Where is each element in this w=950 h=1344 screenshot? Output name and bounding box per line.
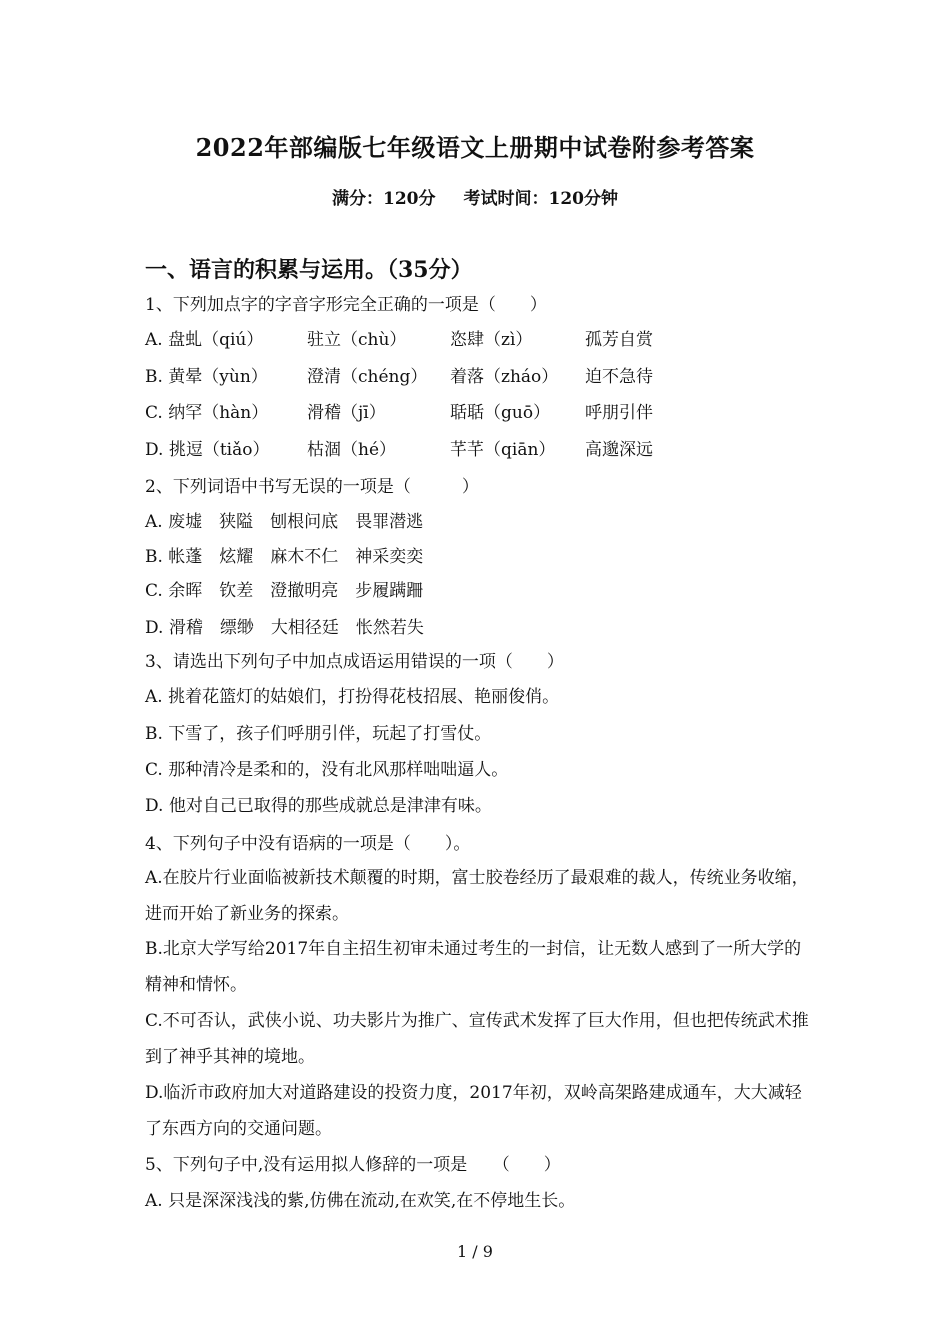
question-3-option-a: A. 挑着花篮灯的姑娘们，打扮得花枝招展、艳丽俊俏。 bbox=[145, 687, 560, 707]
question-2-option-c: C. 余晖 钦差 澄撤明亮 步履蹒跚 bbox=[145, 581, 424, 601]
option-cell: 芊芊（qiān） bbox=[450, 440, 556, 460]
option-cell: 呼朋引伴 bbox=[585, 403, 653, 423]
option-cell: A. 盘虬（qiú） bbox=[145, 330, 264, 350]
question-2-option-d: D. 滑稽 缥缈 大相径廷 怅然若失 bbox=[145, 618, 424, 638]
option-cell: 澄清（chéng） bbox=[307, 367, 428, 387]
question-1-stem: 1、下列加点字的字音字形完全正确的一项是（ ） bbox=[145, 295, 547, 315]
option-cell: 孤芳自赏 bbox=[585, 330, 653, 350]
option-cell: 恣肆（zì） bbox=[450, 330, 533, 350]
question-4-option-a: A.在胶片行业面临被新技术颠覆的时期，富士胶卷经历了最艰难的裁人，传统业务收缩，进而开始了新业务的探索。 bbox=[145, 868, 809, 924]
option-cell: 驻立（chù） bbox=[307, 330, 407, 350]
option-cell: D. 挑逗（tiǎo） bbox=[145, 440, 270, 460]
document-title: 2022年部编版七年级语文上册期中试卷附参考答案 bbox=[195, 133, 755, 162]
question-3-option-c: C. 那种清冷是柔和的，没有北风那样咄咄逼人。 bbox=[145, 760, 509, 780]
question-5-stem: 5、下列句子中,没有运用拟人修辞的一项是 （ ） bbox=[145, 1155, 561, 1175]
option-cell: B. 黄晕（yùn） bbox=[145, 367, 268, 387]
section-heading: 一、语言的积累与运用。（35分） bbox=[145, 257, 473, 283]
option-cell: 着落（zháo） bbox=[450, 367, 559, 387]
option-cell: 滑稽（jī） bbox=[307, 403, 386, 423]
option-cell: 枯涸（hé） bbox=[307, 440, 397, 460]
question-4-option-c: C.不可否认，武侠小说、功夫影片为推广、宣传武术发挥了巨大作用，但也把传统武术推到了神乎其神的境地。 bbox=[145, 1011, 809, 1067]
question-4-option-b: B.北京大学写给2017年自主招生初审未通过考生的一封信，让无数人感到了一所大学的精神和情怀。 bbox=[145, 939, 802, 995]
full-score: 满分：120分 bbox=[332, 189, 436, 209]
exam-info bbox=[0, 184, 950, 209]
option-cell: 迫不急待 bbox=[585, 367, 653, 387]
page-number: 1 / 9 bbox=[457, 1242, 493, 1261]
exam-time: 考试时间：120分钟 bbox=[463, 189, 618, 209]
question-2-option-a: A. 废墟 狭隘 刨根问底 畏罪潜逃 bbox=[145, 512, 424, 532]
question-3-option-b: B. 下雪了，孩子们呼朋引伴，玩起了打雪仗。 bbox=[145, 724, 492, 744]
option-cell: 聒聒（guō） bbox=[450, 403, 551, 423]
question-4-option-d: D.临沂市政府加大对道路建设的投资力度，2017年初，双岭高架路建成通车，大大减轻了东西方向的交通问题。 bbox=[145, 1083, 802, 1139]
question-5-option-a: A. 只是深深浅浅的紫,仿佛在流动,在欢笑,在不停地生长。 bbox=[145, 1191, 576, 1211]
question-4-stem: 4、下列句子中没有语病的一项是（ ）。 bbox=[145, 834, 471, 854]
option-cell: C. 纳罕（hàn） bbox=[145, 403, 269, 423]
question-3-stem: 3、请选出下列句子中加点成语运用错误的一项（ ） bbox=[145, 652, 564, 672]
option-cell: 高邈深远 bbox=[585, 440, 653, 460]
question-2-option-b: B. 帐蓬 炫耀 麻木不仁 神采奕奕 bbox=[145, 547, 424, 567]
question-3-option-d: D. 他对自己已取得的那些成就总是津津有味。 bbox=[145, 796, 492, 816]
question-2-stem: 2、下列词语中书写无误的一项是（ ） bbox=[145, 477, 479, 497]
